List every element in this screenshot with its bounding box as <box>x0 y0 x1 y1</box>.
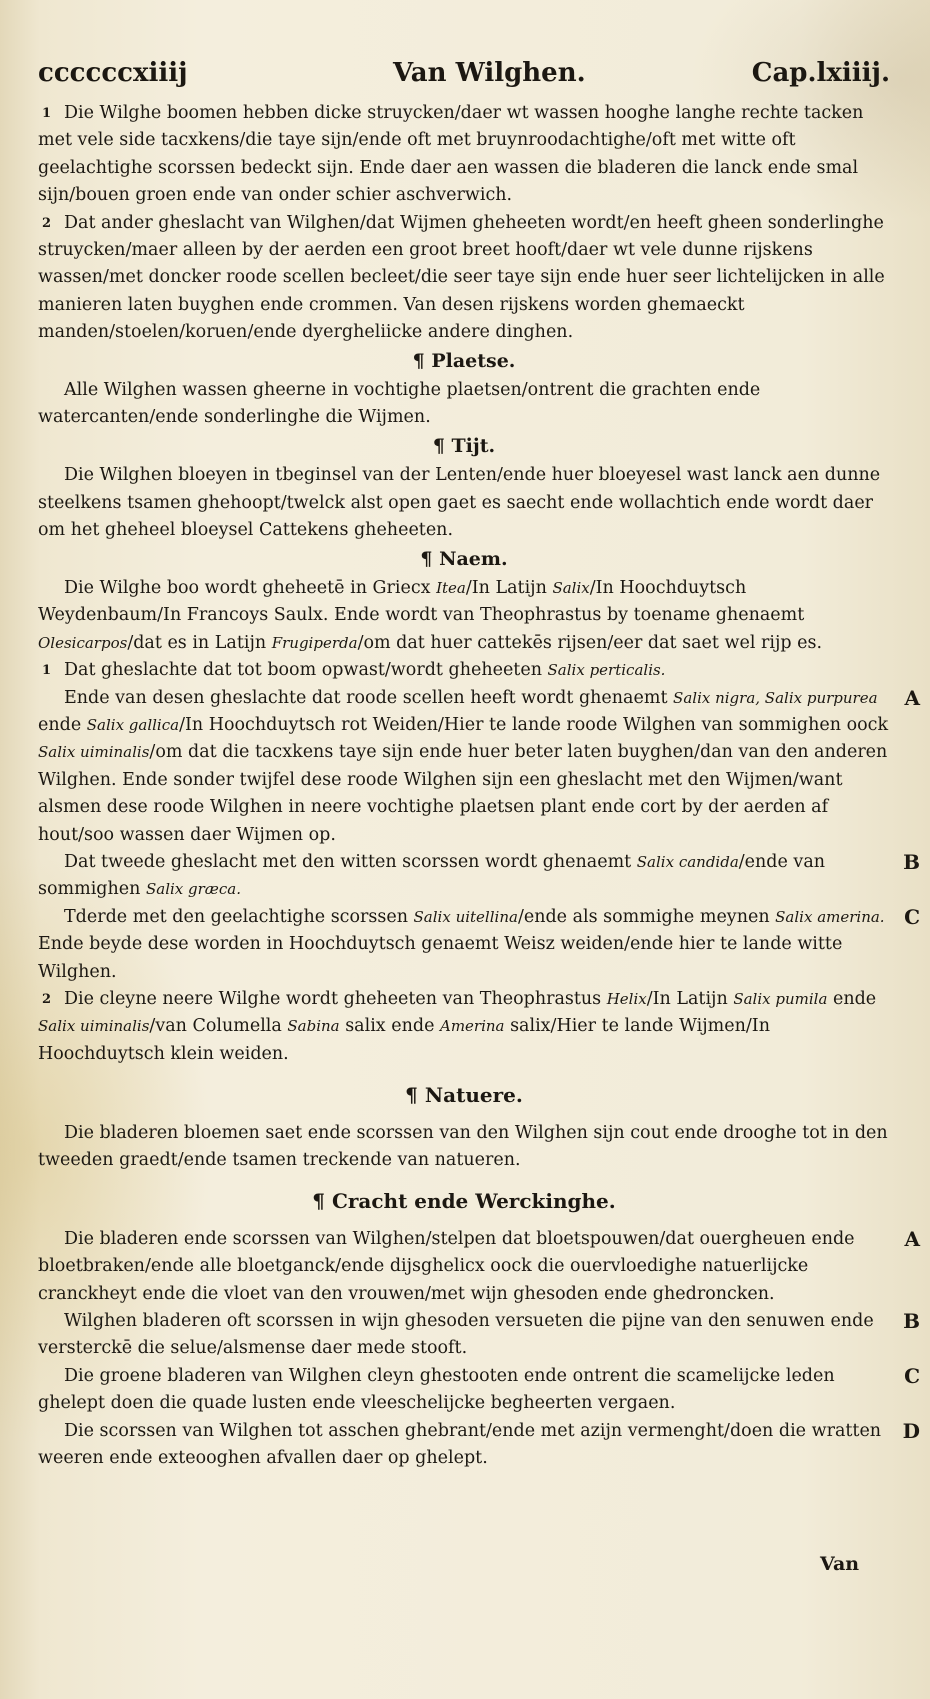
latin-term: Salix <box>552 578 590 597</box>
catchword: Van <box>820 1553 860 1575</box>
latin-term: Sabina <box>287 1017 340 1036</box>
text-run: /ende als sommighe meynen <box>517 906 776 927</box>
text-run: /In Hoochduytsch Weydenbaum/In Francoys Saulx. Ende wordt van Theophrastus by toename ghenaemt <box>38 577 805 626</box>
paragraph-description-1 <box>38 100 890 210</box>
text-run: /In Hoochduytsch rot Weiden/Hier te lande roode Wilghen van sommighen oock <box>179 714 889 735</box>
section-heading-plaetse <box>38 348 890 375</box>
paragraph-species-1 <box>38 657 890 684</box>
text-run: /van Columella <box>149 1016 288 1037</box>
margin-number: 1 <box>42 106 52 121</box>
paragraph-species-3 <box>38 849 920 904</box>
latin-term: Salix uiminalis <box>38 743 150 762</box>
latin-term: Salix gallica <box>86 715 180 734</box>
paragraph-text: Die Wilghe boomen hebben dicke struycken/daer wt wassen hooghe langhe rechte tacken met vele side tacxkens/die taye sijn/ende oft met bruynroodachtighe/oft met witte oft geelachtighe scorssen bedeckt sijn. Ende daer aen wassen die bladeren die lanck ende smal sijn/bouen groen ende van onder schier aschverwich. <box>38 103 864 206</box>
paragraph-natuere <box>38 1120 890 1175</box>
main-text <box>38 100 920 1473</box>
latin-term: Salix nigra, Salix purpurea <box>673 688 878 707</box>
text-run: Dat tweede gheslacht met den witten scorssen wordt ghenaemt <box>64 851 637 872</box>
text-run: /In Latijn <box>465 577 553 598</box>
latin-term: Salix uitellina <box>413 907 518 926</box>
latin-term: Olesicarpos <box>38 633 128 652</box>
latin-term: Salix amerina. <box>775 907 885 926</box>
section-heading-text: Tijt. <box>451 434 496 457</box>
margin-number: 1 <box>42 663 52 679</box>
text-run: Tderde met den geelachtighe scorssen <box>64 906 414 927</box>
margin-letter: D <box>902 1418 920 1443</box>
text-run: Dat gheslachte dat tot boom opwast/wordt gheheeten <box>64 660 548 681</box>
section-heading-text: Cracht ende Werckinghe. <box>331 1189 616 1214</box>
paragraph-tijt <box>38 462 890 544</box>
margin-number: 2 <box>42 215 52 231</box>
paragraph-text: Alle Wilghen wassen gheerne in vochtighe plaetsen/ontrent die grachten ende watercanten/ende sonderlinghe die Wijmen. <box>38 380 761 428</box>
text-run: salix/Hier te lande Wijmen/In Hoochduytsch klein weiden. <box>38 1016 770 1064</box>
pilcrow-mark: ¶ <box>312 1189 325 1214</box>
paragraph-cracht-c <box>38 1363 920 1418</box>
latin-term: Itea <box>436 578 466 597</box>
latin-term: Salix pumila <box>733 990 828 1008</box>
margin-number: 2 <box>42 992 52 1007</box>
page-title: Van Wilghen. <box>393 58 586 88</box>
text-run: /om dat huer cattekēs rijsen/eer dat saet wel rijp es. <box>357 632 823 653</box>
text-run: Ende van desen gheslachte dat roode scellen heeft wordt ghenaemt <box>64 687 674 708</box>
margin-letter: A <box>904 685 920 710</box>
section-heading-naem <box>38 546 890 573</box>
text-run: salix ende <box>339 1016 440 1037</box>
paragraph-text: Die scorssen van Wilghen tot asschen ghebrant/ende met azijn vermenght/doen die wratten weeren ende exteooghen afvallen daer op ghelept. <box>38 1420 882 1469</box>
paragraph-text: Die Wilghen bloeyen in tbeginsel van der Lenten/ende huer bloeyesel wast lanck aen dunne steelkens tsamen ghehoopt/twelck alst open gaet es saecht ende wollachtich ende wordt daer om het gheheel bloeysel Cattekens gheheeten. <box>38 465 881 541</box>
section-heading-natuere <box>38 1082 890 1109</box>
pilcrow-mark: ¶ <box>420 547 433 570</box>
paragraph-plaetse <box>38 377 890 432</box>
text-run: /ende van sommighen <box>38 851 826 900</box>
paragraph-cracht-d <box>38 1418 920 1473</box>
paragraph-text: Dat ander gheslacht van Wilghen/dat Wijmen gheheeten wordt/en heeft gheen sonderlinghe struycken/maer alleen by der aerden een groot breet hooft/daer wt vele dunne rijskens wassen/met doncker roode scellen becleet/die seer taye sijn ende huer seer lichtelijcken in alle manieren laten buyghen ende crommen. Van desen rijskens worden ghemaeckt manden/stoelen/koruen/ende dyergheliicke andere dinghen. <box>38 212 885 343</box>
latin-term: Helix <box>606 990 647 1008</box>
pilcrow-mark: ¶ <box>405 1083 418 1108</box>
paragraph-species-4 <box>38 904 920 986</box>
margin-letter: C <box>904 1363 920 1388</box>
text-run: /In Latijn <box>646 989 734 1009</box>
section-heading-text: Naem. <box>439 547 508 570</box>
paragraph-text: Die groene bladeren van Wilghen cleyn ghestooten ende ontrent die scamelijcke leden ghelept doen die quade lusten ende vleeschelijcke begheerten vergaen. <box>38 1365 835 1414</box>
paragraph-species-2 <box>38 685 920 849</box>
paragraph-species-5 <box>38 986 890 1068</box>
text-run: ende <box>38 714 87 735</box>
paragraph-naem <box>38 575 890 657</box>
running-head <box>38 58 890 102</box>
latin-term: Salix græca. <box>145 880 241 899</box>
paragraph-text: Die bladeren bloemen saet ende scorssen van den Wilghen sijn cout ende drooghe tot in den tweeden graedt/ende tsamen treckende van natueren. <box>38 1122 888 1171</box>
paragraph-text: Wilghen bladeren oft scorssen in wijn ghesoden versueten die pijne van den senuwen ende versterckē die selue/alsmense daer mede stooft. <box>38 1311 874 1359</box>
margin-letter: B <box>903 849 920 874</box>
latin-term: Frugiperda <box>271 633 358 652</box>
latin-term: Salix perticalis. <box>547 661 666 680</box>
text-run: /om dat die tacxkens taye sijn ende huer beter laten buyghen/dan van den anderen Wilghen. Ende sonder twijfel dese roode Wilghen sijn een gheslacht met den Wijmen/want alsmen dese roode Wilghen in neere vochtighe plaetsen plant ende cort by der aerden af hout/soo wassen daer Wijmen op. <box>38 742 888 845</box>
text-run: Die cleyne neere Wilghe wordt gheheeten van Theophrastus <box>64 989 607 1009</box>
chapter-number: Cap.lxiiij. <box>751 58 890 88</box>
margin-letter: B <box>903 1309 920 1334</box>
margin-letter: C <box>904 904 920 929</box>
text-run: Die Wilghe boo wordt gheheetē in Griecx <box>64 577 437 598</box>
pilcrow-mark: ¶ <box>412 349 425 372</box>
paragraph-cracht-a <box>38 1226 920 1308</box>
text-run: ende <box>827 989 877 1009</box>
text-run: Ende beyde dese worden in Hoochduytsch genaemt Weisz weiden/ende hier te lande witte Wilghen. <box>38 934 843 982</box>
section-heading-text: Natuere. <box>424 1083 523 1108</box>
latin-term: Salix uiminalis <box>38 1017 150 1036</box>
paragraph-text: Die bladeren ende scorssen van Wilghen/stelpen dat bloetspouwen/dat ouergheuen ende bloetbraken/ende alle bloetganck/ende dijsghelicx oock die ouervloedighe natuerlijcke cranckheyt ende die vloet van den vrouwen/met wijn ghesoden ende ghedroncken. <box>38 1228 855 1304</box>
section-heading-cracht <box>38 1188 890 1215</box>
section-heading-tijt <box>38 433 890 460</box>
latin-term: Amerina <box>440 1017 505 1036</box>
paragraph-cracht-b <box>38 1308 920 1363</box>
margin-letter: A <box>904 1226 920 1251</box>
folio-number: ccccccxiiij <box>38 58 188 88</box>
latin-term: Salix candida <box>636 852 739 871</box>
pilcrow-mark: ¶ <box>432 434 445 457</box>
text-run: /dat es in Latijn <box>127 632 272 653</box>
section-heading-text: Plaetse. <box>431 349 516 372</box>
paragraph-description-2 <box>38 210 890 347</box>
